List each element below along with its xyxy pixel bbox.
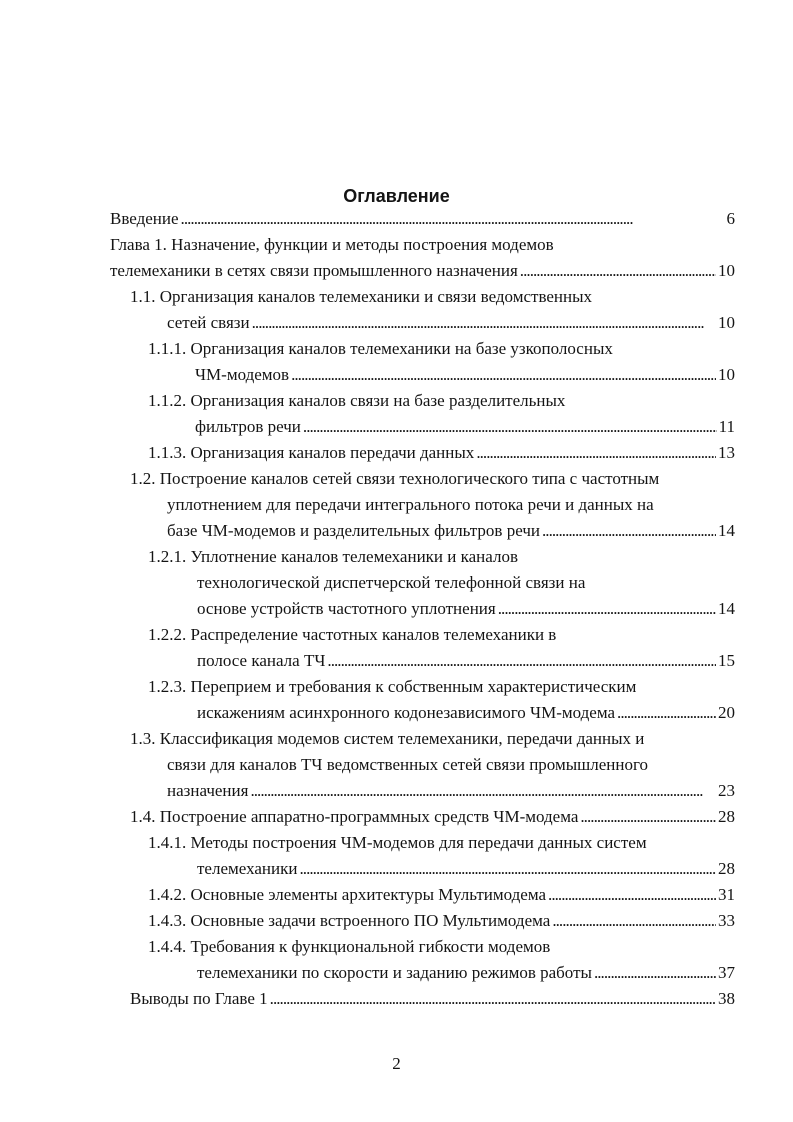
toc-entry-line <box>195 414 735 440</box>
toc-page-number: 13 <box>718 443 735 462</box>
toc-entry-text: сетей связи <box>167 313 250 332</box>
toc-entry-line <box>197 856 735 882</box>
toc-entry-text: Введение <box>110 209 179 228</box>
toc-entry-text: телемеханики в сетях связи промышленного назначения <box>110 261 518 280</box>
dot-leader <box>291 362 716 388</box>
toc-entry-text: 1.2. Построение каналов сетей связи технологического типа с частотным <box>130 469 660 488</box>
dot-leader <box>580 804 716 830</box>
toc-entry-line <box>130 986 735 1012</box>
dot-leader <box>250 778 716 804</box>
page-number: 2 <box>392 1054 401 1073</box>
toc-entry-line <box>195 362 735 388</box>
toc-entry-text: технологической диспетчерской телефонной связи на <box>197 573 586 592</box>
toc-entry-text: телемеханики по скорости и заданию режимов работы <box>197 963 592 982</box>
toc-entry-text: базе ЧМ-модемов и разделительных фильтров речи <box>167 521 540 540</box>
toc-page-number: 23 <box>718 781 735 800</box>
toc-entry-line <box>167 492 654 518</box>
toc-page-number: 10 <box>718 261 735 280</box>
toc-entry-text: 1.4.2. Основные элементы архитектуры Мультимодема <box>148 885 547 904</box>
toc-entry-line <box>148 830 647 856</box>
dot-leader <box>552 908 716 934</box>
toc-entry-text: 1.1.1. Организация каналов телемеханики на базе узкополосных <box>148 339 613 358</box>
toc-page-number: 38 <box>718 989 735 1008</box>
dot-leader <box>520 258 716 284</box>
toc-entry-text: связи для каналов ТЧ ведомственных сетей связи промышленного <box>167 755 649 774</box>
toc-entry-text: 1.4.1. Методы построения ЧМ-модемов для передачи данных систем <box>148 833 647 852</box>
toc-entry-line <box>148 440 735 466</box>
toc-entry-text: полосе канала ТЧ <box>197 651 326 670</box>
toc-entry-line <box>148 336 613 362</box>
toc-title: Оглавление <box>343 186 450 206</box>
toc-entry-line <box>167 310 735 336</box>
toc-entry-text: 1.4.4. Требования к функциональной гибкости модемов <box>148 937 551 956</box>
dot-leader <box>270 986 716 1012</box>
toc-entry-text: 1.2.1. Уплотнение каналов телемеханики и каналов <box>148 547 518 566</box>
toc-entry-line <box>148 882 735 908</box>
toc-entry-line <box>130 284 592 310</box>
dot-leader <box>303 414 717 440</box>
toc-entry-line <box>197 596 735 622</box>
toc-entry-line <box>148 622 556 648</box>
toc-page-number: 6 <box>726 209 735 228</box>
toc-page-number: 20 <box>718 703 735 722</box>
dot-leader <box>617 700 716 726</box>
toc-entry-text: ЧМ-модемов <box>195 365 290 384</box>
toc-page-number: 14 <box>718 521 735 540</box>
toc-entry-line <box>110 232 554 258</box>
toc-entry-line <box>197 648 735 674</box>
toc-entry-line <box>130 726 644 752</box>
dot-leader <box>498 596 716 622</box>
toc-entry-text: основе устройств частотного уплотнения <box>197 599 496 618</box>
toc-entry-text: телемеханики <box>197 859 298 878</box>
toc-page-number: 15 <box>718 651 735 670</box>
toc-entry-line <box>148 674 636 700</box>
toc-entry-text: 1.4. Построение аппаратно-программных средств ЧМ-модема <box>130 807 579 826</box>
toc-entry-line <box>110 258 735 284</box>
toc-entry-text: искажениям асинхронного кодонезависимого ЧМ-модема <box>197 703 616 722</box>
toc-entry-line <box>110 206 735 232</box>
toc-entry-text: 1.1.2. Организация каналов связи на базе разделительных <box>148 391 566 410</box>
dot-leader <box>542 518 716 544</box>
toc-page-number: 10 <box>718 365 735 384</box>
toc-entry-text: Глава 1. Назначение, функции и методы построения модемов <box>110 235 554 254</box>
toc-entry-text: 1.4.3. Основные задачи встроенного ПО Мультимодема <box>148 911 551 930</box>
toc-entry-line <box>148 544 518 570</box>
toc-page-number: 28 <box>718 807 735 826</box>
toc-entry-text: 1.2.2. Распределение частотных каналов телемеханики в <box>148 625 557 644</box>
toc-entry-text: 1.2.3. Переприем и требования к собственным характеристическим <box>148 677 637 696</box>
toc-entry-line <box>167 778 735 804</box>
toc-entry-text: 1.3. Классификация модемов систем телемеханики, передачи данных и <box>130 729 645 748</box>
toc-entry-line <box>197 960 735 986</box>
toc-entry-line <box>167 752 648 778</box>
dot-leader <box>181 206 725 232</box>
toc-page-number: 37 <box>718 963 735 982</box>
toc-entry-line <box>148 934 550 960</box>
toc-entry-line <box>167 518 735 544</box>
toc-page-number: 10 <box>718 313 735 332</box>
toc-page-number: 14 <box>718 599 735 618</box>
toc-entry-text: Выводы по Главе 1 <box>130 989 268 1008</box>
toc-entry-text: назначения <box>167 781 249 800</box>
toc-page-number: 28 <box>718 859 735 878</box>
toc-entry-line <box>197 570 585 596</box>
dot-leader <box>327 648 716 674</box>
toc-entry-text: 1.1.3. Организация каналов передачи данных <box>148 443 475 462</box>
toc-entry-line <box>130 466 659 492</box>
toc-entry-text: фильтров речи <box>195 417 301 436</box>
toc-page-number: 11 <box>718 417 735 436</box>
toc-entry-text: 1.1. Организация каналов телемеханики и связи ведомственных <box>130 287 593 306</box>
dot-leader <box>252 310 716 336</box>
toc-entry-text: уплотнением для передачи интегрального потока речи и данных на <box>167 495 654 514</box>
dot-leader <box>548 882 716 908</box>
toc-page-number: 33 <box>718 911 735 930</box>
toc-entry-line <box>148 388 565 414</box>
dot-leader <box>476 440 716 466</box>
dot-leader <box>594 960 716 986</box>
toc-page-number: 31 <box>718 885 735 904</box>
toc-entry-line <box>148 908 735 934</box>
dot-leader <box>299 856 716 882</box>
toc-entry-line <box>130 804 735 830</box>
toc-entry-line <box>197 700 735 726</box>
